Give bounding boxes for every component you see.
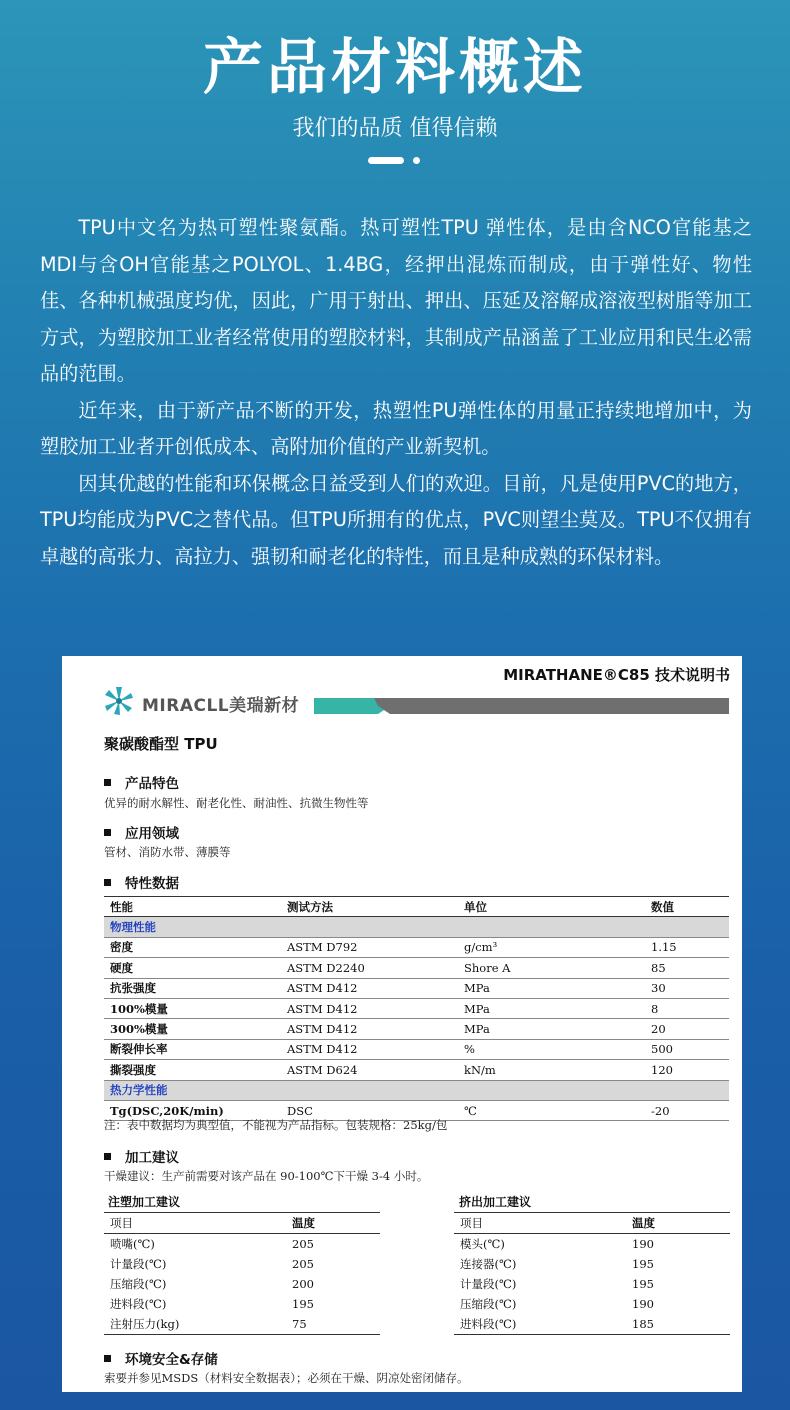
features-text: 优异的耐水解性、耐老化性、耐油性、抗微生物性等 <box>104 796 369 810</box>
process-item: 压缩段(℃) <box>110 1277 167 1291</box>
processing-heading: 加工建议 <box>104 1146 179 1166</box>
column-header: 项目 <box>454 1213 626 1234</box>
table-row <box>104 1039 729 1059</box>
unit: % <box>458 1039 645 1059</box>
process-value: 190 <box>632 1297 654 1311</box>
column-header: 温度 <box>286 1213 380 1234</box>
tech-datasheet <box>62 656 742 1392</box>
table-row <box>454 1294 730 1314</box>
column-header: 性能 <box>104 897 281 917</box>
table-row <box>454 1234 730 1255</box>
table-row <box>454 1274 730 1294</box>
process-item: 计量段(℃) <box>110 1257 167 1271</box>
value: -20 <box>645 1100 729 1120</box>
value: 8 <box>645 998 729 1018</box>
table-row <box>104 1314 380 1335</box>
process-value: 75 <box>286 1314 380 1335</box>
properties-note: 注：表中数据均为典型值，不能视为产品指标。包装规格：25kg/包 <box>104 1118 448 1132</box>
property-name: 撕裂强度 <box>104 1060 281 1080</box>
intro-text <box>40 210 752 575</box>
test-method: ASTM D624 <box>281 1060 458 1080</box>
process-item: 进料段(℃) <box>110 1297 167 1311</box>
applications-heading: 应用领域 <box>104 822 179 842</box>
table-header-row <box>104 897 729 917</box>
process-value: 195 <box>632 1257 654 1271</box>
unit: Shore A <box>458 958 645 978</box>
table-row <box>104 937 729 957</box>
process-value: 200 <box>292 1277 314 1291</box>
test-method: ASTM D412 <box>281 998 458 1018</box>
value: 20 <box>645 1019 729 1039</box>
process-item: 计量段(℃) <box>460 1277 517 1291</box>
process-value: 190 <box>632 1237 654 1251</box>
features-heading: 产品特色 <box>104 772 179 792</box>
unit: kN/m <box>458 1060 645 1080</box>
intro-paragraph: 因其优越的性能和环保概念日益受到人们的欢迎。目前，凡是使用PVC的地方，TPU均能成为PVC之替代品。但TPU所拥有的优点，PVC则望尘莫及。TPU不仅拥有卓越的高张力、高拉力、强韧和耐老化的特性，而且是种成熟的环保材料。 <box>40 471 752 568</box>
brand-name: MIRACLL美瑞新材 <box>142 695 300 716</box>
safety-heading: 环境安全&存储 <box>104 1348 218 1368</box>
property-name: 硬度 <box>104 958 281 978</box>
datasheet-header: MIRATHANE®C85 技术说明书 <box>503 666 730 684</box>
test-method: ASTM D412 <box>281 978 458 998</box>
process-item: 注射压力(kg) <box>104 1314 286 1335</box>
properties-heading: 特性数据 <box>104 872 179 892</box>
test-method: ASTM D2240 <box>281 958 458 978</box>
process-item: 喷嘴(℃) <box>110 1237 155 1251</box>
property-name: 100%模量 <box>104 998 281 1018</box>
injection-title: 注塑加工建议 <box>108 1195 181 1209</box>
value: 120 <box>645 1060 729 1080</box>
table-header-row <box>104 1213 380 1234</box>
category-label: 物理性能 <box>104 917 729 937</box>
properties-table <box>104 896 729 1121</box>
table-header-row <box>454 1213 730 1234</box>
page-subtitle: 我们的品质 值得信赖 <box>292 116 498 141</box>
product-type: 聚碳酸酯型 TPU <box>104 735 218 753</box>
table-row <box>104 998 729 1018</box>
column-header: 项目 <box>104 1213 286 1234</box>
process-value: 205 <box>292 1237 314 1251</box>
category-row <box>104 917 729 937</box>
process-value: 195 <box>292 1297 314 1311</box>
page-title: 产品材料概述 <box>203 33 587 103</box>
bullet-square-icon <box>104 879 111 886</box>
process-item: 压缩段(℃) <box>460 1297 517 1311</box>
bullet-square-icon <box>104 779 111 786</box>
applications-text: 管材、消防水带、薄膜等 <box>104 845 231 859</box>
bullet-square-icon <box>104 1355 111 1362</box>
table-row <box>454 1314 730 1335</box>
decoration-bar <box>368 157 404 164</box>
process-value: 195 <box>632 1277 654 1291</box>
brand-flower-icon <box>102 684 136 722</box>
unit: ℃ <box>458 1100 645 1120</box>
test-method: ASTM D792 <box>281 937 458 957</box>
injection-table <box>104 1212 380 1335</box>
process-item: 连接器(℃) <box>460 1257 517 1271</box>
property-name: 断裂伸长率 <box>104 1039 281 1059</box>
table-row <box>454 1254 730 1274</box>
value: 30 <box>645 978 729 998</box>
bullet-square-icon <box>104 829 111 836</box>
test-method: ASTM D412 <box>281 1019 458 1039</box>
value: 1.15 <box>645 937 729 957</box>
unit: MPa <box>458 998 645 1018</box>
value: 500 <box>645 1039 729 1059</box>
bullet-square-icon <box>104 1153 111 1160</box>
property-name: 密度 <box>104 937 281 957</box>
table-row <box>104 1060 729 1080</box>
unit: MPa <box>458 1019 645 1039</box>
table-row <box>104 1274 380 1294</box>
column-header: 温度 <box>626 1213 730 1234</box>
process-item: 模头(℃) <box>460 1237 505 1251</box>
table-row <box>104 1254 380 1274</box>
table-row <box>104 958 729 978</box>
column-header: 数值 <box>645 897 729 917</box>
process-item: 进料段(℃) <box>454 1314 626 1335</box>
category-label: 热力学性能 <box>104 1080 729 1100</box>
process-value: 185 <box>626 1314 730 1335</box>
brand-logo <box>102 686 299 720</box>
value: 85 <box>645 958 729 978</box>
brand-color-band <box>314 698 729 714</box>
column-header: 测试方法 <box>281 897 458 917</box>
extrusion-table <box>454 1212 730 1335</box>
property-name: Tg(DSC,20K/min) <box>104 1100 281 1120</box>
unit: MPa <box>458 978 645 998</box>
table-row <box>104 1019 729 1039</box>
property-name: 抗张强度 <box>104 978 281 998</box>
test-method: ASTM D412 <box>281 1039 458 1059</box>
table-row <box>104 1234 380 1255</box>
process-value: 205 <box>292 1257 314 1271</box>
column-header: 单位 <box>458 897 645 917</box>
decoration-dot <box>413 157 420 164</box>
drying-advice: 干燥建议：生产前需要对该产品在 90-100℃下干燥 3-4 小时。 <box>104 1169 429 1183</box>
unit: g/cm³ <box>458 937 645 957</box>
title-decoration <box>368 157 428 165</box>
extrusion-title: 挤出加工建议 <box>459 1195 532 1209</box>
table-row <box>104 1294 380 1314</box>
property-name: 300%模量 <box>104 1019 281 1039</box>
test-method: DSC <box>281 1100 458 1120</box>
intro-paragraph: TPU中文名为热可塑性聚氨酯。热可塑性TPU 弹性体，是由含NCO官能基之MDI与含OH官能基之POLYOL、1.4BG，经押出混炼而制成，由于弹性好、物性佳、各种机械强度均优，因此，广用于射出、押出、压延及溶解成溶液型树脂等加工方式，为塑胶加工业者经常使用的塑胶材料，其制成产品涵盖了工业应用和民生必需品的范围。 <box>40 216 752 385</box>
safety-text: 索要并参见MSDS（材料安全数据表）；必须在干燥、阴凉处密闭储存。 <box>104 1371 469 1385</box>
table-row <box>104 978 729 998</box>
intro-paragraph: 近年来，由于新产品不断的开发，热塑性PU弹性体的用量正持续地增加中，为塑胶加工业者开创低成本、高附加价值的产业新契机。 <box>40 398 752 458</box>
category-row <box>104 1080 729 1100</box>
